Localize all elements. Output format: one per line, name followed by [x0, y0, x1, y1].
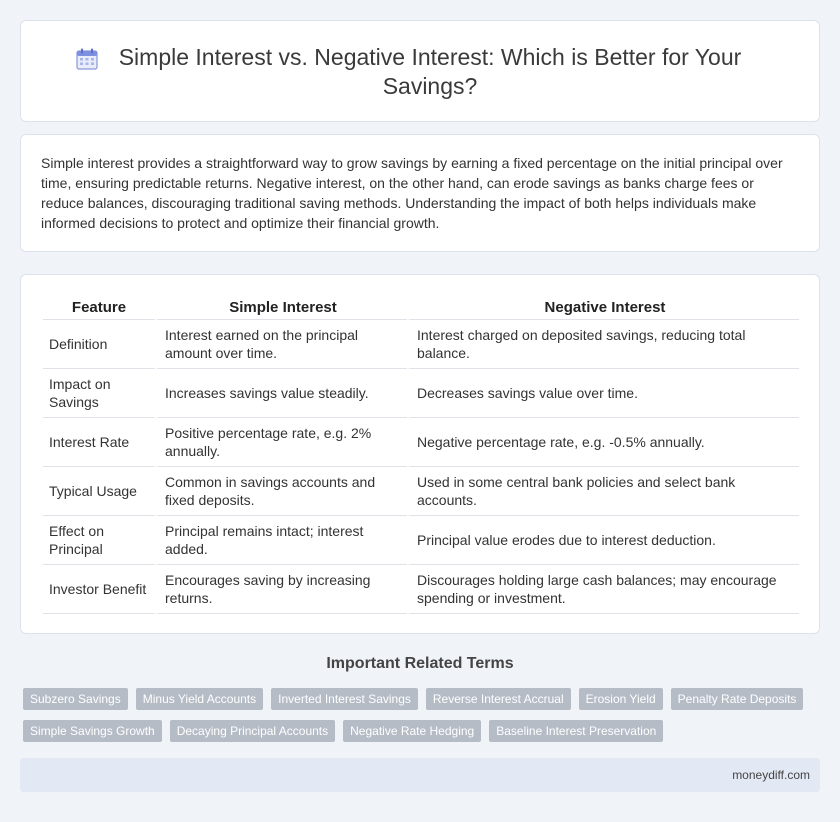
title-card	[20, 20, 820, 122]
simple-interest-cell: Positive percentage rate, e.g. 2% annually.	[155, 418, 407, 467]
related-terms-list	[23, 688, 823, 742]
table-row	[43, 320, 799, 369]
simple-interest-cell: Encourages saving by increasing returns.	[155, 565, 407, 614]
negative-interest-cell: Negative percentage rate, e.g. -0.5% annually.	[407, 418, 799, 467]
related-term-tag[interactable]: Decaying Principal Accounts	[170, 720, 335, 742]
feature-cell: Typical Usage	[43, 467, 155, 516]
intro-card	[20, 134, 820, 252]
related-term-tag[interactable]: Penalty Rate Deposits	[671, 688, 804, 710]
table-row	[43, 369, 799, 418]
related-term-tag[interactable]: Simple Savings Growth	[23, 720, 162, 742]
table-row	[43, 467, 799, 516]
feature-cell: Definition	[43, 320, 155, 369]
footer	[20, 758, 820, 792]
related-term-tag[interactable]: Subzero Savings	[23, 688, 128, 710]
negative-interest-cell: Principal value erodes due to interest deduction.	[407, 516, 799, 565]
negative-interest-cell: Interest charged on deposited savings, reducing total balance.	[407, 320, 799, 369]
table-row	[43, 516, 799, 565]
related-term-tag[interactable]: Minus Yield Accounts	[136, 688, 263, 710]
related-term-tag[interactable]: Erosion Yield	[579, 688, 663, 710]
header-simple-interest: Simple Interest	[155, 295, 407, 320]
comparison-table	[43, 295, 799, 614]
table-row	[43, 418, 799, 467]
header-feature: Feature	[43, 295, 155, 320]
negative-interest-cell: Discourages holding large cash balances; may encourage spending or investment.	[407, 565, 799, 614]
negative-interest-cell: Decreases savings value over time.	[407, 369, 799, 418]
table-row	[43, 565, 799, 614]
related-term-tag[interactable]: Negative Rate Hedging	[343, 720, 481, 742]
simple-interest-cell: Principal remains intact; interest added.	[155, 516, 407, 565]
simple-interest-cell: Increases savings value steadily.	[155, 369, 407, 418]
header-negative-interest: Negative Interest	[407, 295, 799, 320]
related-term-tag[interactable]: Baseline Interest Preservation	[489, 720, 663, 742]
simple-interest-cell: Common in savings accounts and fixed deposits.	[155, 467, 407, 516]
feature-cell: Impact on Savings	[43, 369, 155, 418]
page-title: Simple Interest vs. Negative Interest: Which is Better for Your Savings?	[118, 44, 742, 99]
feature-cell: Investor Benefit	[43, 565, 155, 614]
negative-interest-cell: Used in some central bank policies and select bank accounts.	[407, 467, 799, 516]
related-term-tag[interactable]: Inverted Interest Savings	[271, 688, 418, 710]
related-term-tag[interactable]: Reverse Interest Accrual	[426, 688, 571, 710]
feature-cell: Interest Rate	[43, 418, 155, 467]
table-header-row	[43, 295, 799, 320]
footer-site-name: moneydiff.com	[732, 768, 810, 782]
feature-cell: Effect on Principal	[43, 516, 155, 565]
related-terms-heading: Important Related Terms	[326, 655, 514, 672]
simple-interest-cell: Interest earned on the principal amount over time.	[155, 320, 407, 369]
comparison-table-card	[20, 274, 820, 634]
intro-paragraph: Simple interest provides a straightforward way to grow savings by earning a fixed percentage on the initial principal over time, ensuring predictable returns. Negative interest, on the other hand, can erode savings as banks charge fees or reduce balances, discouraging traditional saving methods. Understanding the impact of both helps individuals make informed decisions to protect and optimize their financial growth.	[41, 155, 783, 231]
